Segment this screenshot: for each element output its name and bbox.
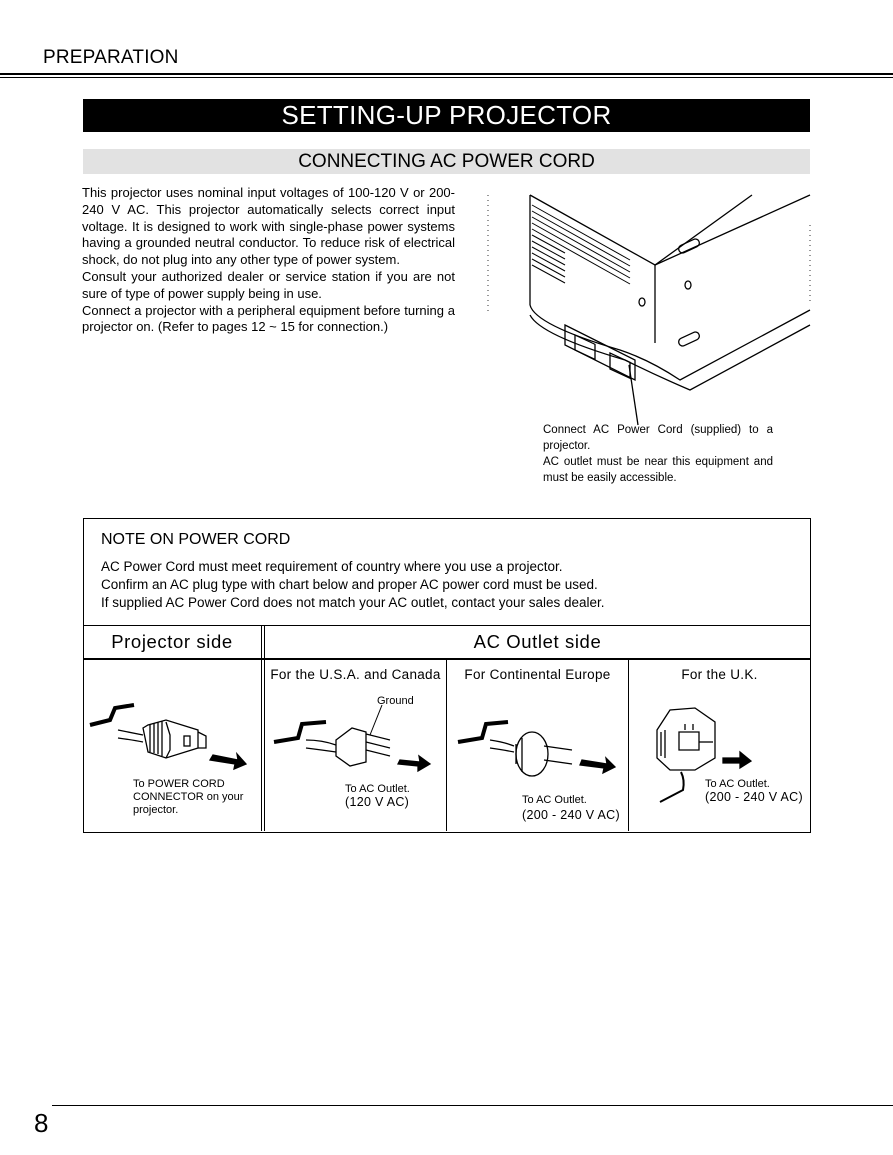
intro-paragraph: Consult your authorized dealer or service station if you are not sure of type of power supply being in use.	[82, 268, 455, 301]
note-line: AC Power Cord must meet requirement of country where you use a projector.	[101, 559, 563, 574]
europe-plug-illustration	[452, 710, 627, 785]
page-title: SETTING-UP PROJECTOR	[83, 99, 810, 132]
figure-caption	[543, 422, 773, 486]
projector-rear-illustration	[480, 185, 820, 435]
footer-rule	[52, 1105, 893, 1106]
intro-paragraph: This projector uses nominal input voltages of 100-120 V or 200-240 V AC. This projector automatically selects correct input voltage. It is designed to work with single-phase power systems having a grounded neutral conductor. To reduce risk of electrical shock, do not plug into any other type of power system.	[82, 185, 455, 268]
note-line: If supplied AC Power Cord does not match your AC outlet, contact your sales dealer.	[101, 595, 605, 610]
table-divider	[264, 625, 265, 831]
projector-side-caption: To POWER CORD CONNECTOR on your projector.	[133, 778, 244, 816]
section-label: PREPARATION	[43, 47, 179, 68]
uk-voltage: (200 - 240 V AC)	[705, 790, 803, 804]
column-header-usa: For the U.S.A. and Canada	[270, 667, 441, 682]
usa-outlet-text: To AC Outlet.	[345, 783, 410, 795]
intro-text	[82, 185, 455, 336]
intro-paragraph: Connect a projector with a peripheral equipment before turning a projector on. (Refer to pages 12 ~ 15 for connection.)	[82, 302, 455, 335]
section-subtitle: CONNECTING AC POWER CORD	[83, 149, 810, 174]
column-header-uk: For the U.K.	[681, 667, 758, 682]
page-number: 8	[34, 1108, 49, 1138]
column-header-europe: For Continental Europe	[464, 667, 611, 682]
uk-outlet-text: To AC Outlet.	[705, 778, 770, 790]
note-title: NOTE ON POWER CORD	[101, 531, 291, 548]
caption-line: Connect AC Power Cord (supplied) to a projector.	[543, 424, 773, 452]
caption-line: AC outlet must be near this equipment and must be easily accessible.	[543, 456, 773, 484]
projector-connector-plug	[88, 700, 258, 780]
projector-side-header: Projector side	[111, 631, 233, 652]
header-rule	[0, 73, 893, 75]
europe-outlet-text: To AC Outlet.	[522, 794, 587, 806]
outlet-side-header: AC Outlet side	[473, 631, 602, 652]
usa-voltage: (120 V AC)	[345, 795, 410, 809]
note-line: Confirm an AC plug type with chart below and proper AC power cord must be used.	[101, 577, 598, 592]
note-text	[101, 558, 605, 612]
ground-label: Ground	[377, 695, 414, 707]
table-divider	[261, 625, 262, 831]
europe-voltage: (200 - 240 V AC)	[522, 808, 620, 822]
table-divider	[446, 658, 447, 831]
table-divider	[628, 658, 629, 831]
usa-plug-illustration	[270, 700, 445, 780]
table-rule	[83, 625, 810, 626]
header-rule-thin	[0, 77, 893, 78]
